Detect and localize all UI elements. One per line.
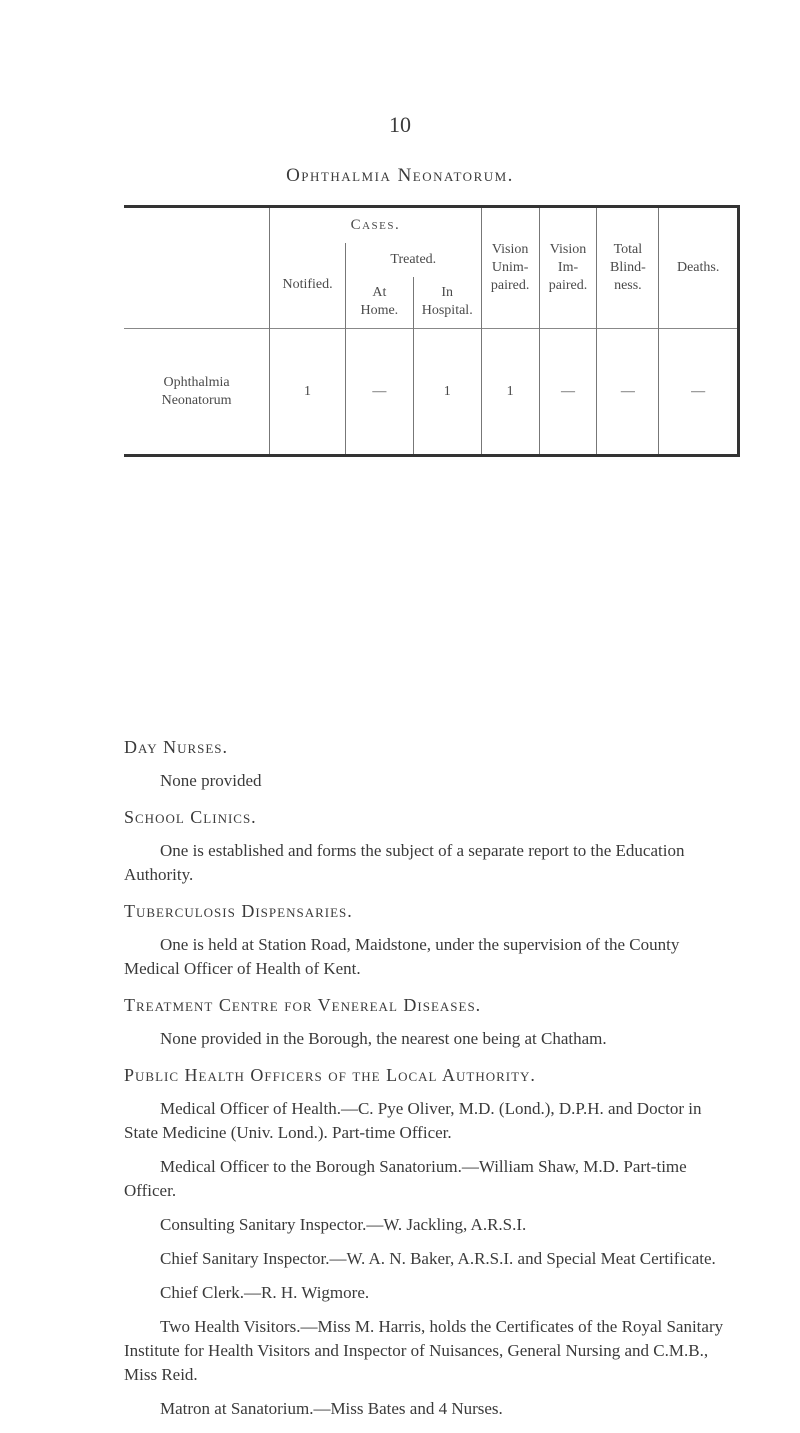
day-nurses-section: [124, 735, 724, 793]
total-blindness-header: Total Blind- ness.: [597, 207, 659, 329]
row-label-header-cell: [124, 207, 270, 329]
vision-unimpaired-value: 1: [481, 329, 539, 456]
day-nurses-text: None provided: [160, 771, 262, 790]
at-home-header: At Home.: [345, 277, 413, 329]
officer-entry: Consulting Sanitary Inspector.—W. Jackling, A.R.S.I.: [160, 1215, 527, 1234]
table-title: Ophthalmia Neonatorum.: [286, 165, 514, 186]
officer-entry: Medical Officer of Health.—C. Pye Oliver, M.D. (Lond.), D.P.H. and Doctor in State Medicine (Univ. Lond.). Part-time Officer.: [124, 1099, 702, 1142]
ophthalmia-table: [124, 205, 740, 457]
officer-entry: Chief Clerk.—R. H. Wigmore.: [160, 1283, 370, 1302]
report-body: [124, 735, 724, 1433]
tuberculosis-section: [124, 899, 724, 981]
venereal-heading: Treatment Centre for Venereal Diseases.: [124, 995, 482, 1015]
vision-impaired-header: Vision Im- paired.: [539, 207, 597, 329]
officer-entry: Medical Officer to the Borough Sanatorium.—William Shaw, M.D. Part-time Officer.: [124, 1157, 687, 1200]
day-nurses-heading: Day Nurses.: [124, 737, 229, 757]
deaths-value: —: [659, 329, 739, 456]
in-hospital-value: 1: [413, 329, 481, 456]
venereal-text: None provided in the Borough, the nearest one being at Chatham.: [160, 1029, 607, 1048]
treated-header: Treated.: [345, 243, 481, 277]
vision-impaired-value: —: [539, 329, 597, 456]
school-clinics-section: [124, 805, 724, 887]
in-hospital-header: In Hospital.: [413, 277, 481, 329]
school-clinics-heading: School Clinics.: [124, 807, 257, 827]
tuberculosis-heading: Tuberculosis Dispensaries.: [124, 901, 353, 921]
vision-unimpaired-header: Vision Unim- paired.: [481, 207, 539, 329]
row-label: Ophthalmia Neonatorum: [124, 329, 270, 456]
notified-header: Notified.: [270, 243, 346, 329]
cases-header: Cases.: [270, 207, 482, 243]
officers-section: [124, 1063, 724, 1421]
school-clinics-text: One is established and forms the subject of a separate report to the Education Authority.: [124, 841, 685, 884]
officer-entry: Matron at Sanatorium.—Miss Bates and 4 Nurses.: [160, 1399, 503, 1418]
venereal-section: [124, 993, 724, 1051]
tuberculosis-text: One is held at Station Road, Maidstone, under the supervision of the County Medical Officer of Health of Kent.: [124, 935, 680, 978]
at-home-value: —: [345, 329, 413, 456]
officers-heading: Public Health Officers of the Local Authority.: [124, 1065, 536, 1085]
officer-entry: Two Health Visitors.—Miss M. Harris, holds the Certificates of the Royal Sanitary Institute for Health Visitors and Inspector of Nuisances, General Nursing and C.M.B., Miss Reid.: [124, 1317, 724, 1384]
notified-value: 1: [270, 329, 346, 456]
page-number: 10: [389, 112, 411, 137]
total-blindness-value: —: [597, 329, 659, 456]
officer-entry: Chief Sanitary Inspector.—W. A. N. Baker, A.R.S.I. and Special Meat Certificate.: [160, 1249, 716, 1268]
deaths-header: Deaths.: [659, 207, 739, 329]
